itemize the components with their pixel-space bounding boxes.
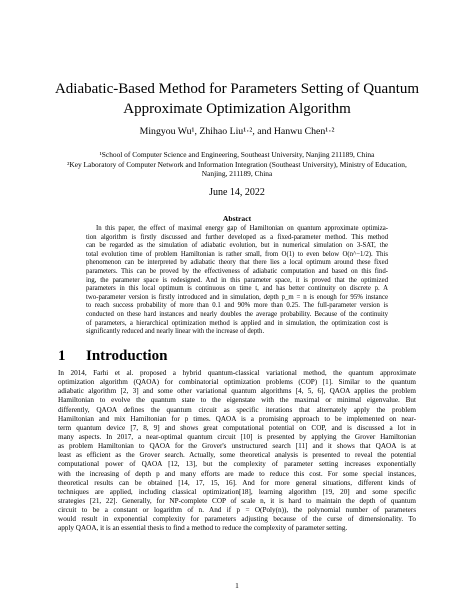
body-line: theoretical results can be obtained [14, 17, 15, 16]. And for more general situations, different kinds of [58, 478, 416, 487]
section-number: 1 [58, 348, 66, 364]
body-line: adiabatic algorithm [2, 3] and some other variational quantum algorithms [4, 5, 6], QAOA applies the problem [58, 387, 416, 396]
title-line-2: Approximate Optimization Algorithm [123, 101, 351, 117]
abstract-line: parameters in this local optimum is continuous on time t, and has better continuity on discrete p. A [86, 285, 388, 293]
body-line: least as efficient as the Grover search. Actually, some theoretical analysis is presented to reveal the potential [58, 451, 416, 460]
title-line-1: Adiabatic-Based Method for Parameters Setting of Quantum [54, 81, 420, 97]
abstract-line: significantly reduced and nearly linear with the increase of depth. [86, 328, 265, 336]
body-line: differently, QAOA defines the quantum circuit as specific iterations that alternately apply the problem [58, 405, 416, 414]
body-line: optimization algorithm (QAOA) for combinatorial optimization problems (COP) [1]. Similar to the quantum [58, 378, 416, 387]
abstract-heading: Abstract [222, 214, 252, 223]
page-number: 1 [235, 581, 239, 590]
author-list: Mingyou Wu¹, Zhihao Liu¹·², and Hanwu Chen¹·² [139, 126, 335, 137]
abstract-line: of parameters, a hierarchical optimization method is applied and in simulation, the optimization cost is [86, 319, 388, 327]
abstract-line: ing, the parameter space is redesigned. And in this parameter space, it is proved that the optimized [86, 276, 388, 284]
body-line: would result in exponential complexity for parameters adjusting because of the curse of dimensionality. To [58, 515, 416, 524]
affiliation-2: ²Key Laboratory of Computer Network and Information Integration (Southeast University), Ministry of Education, [67, 159, 407, 169]
publication-date: June 14, 2022 [209, 187, 265, 198]
body-line: many aspects. In 2017, a near-optimal quantum circuit [10] is presented by applying the Grover Hamiltonian [58, 432, 416, 441]
body-line: as problem Hamiltonian to QAOA for the Grover's unstructured search [11] and it shows that QAOA is at [58, 442, 416, 451]
body-line: strategies [21, 22]. Generally, for NP-complete COP of scale n, it is hard to maintain the depth of quantum [58, 496, 416, 505]
body-line: term quantum device [7, 8, 9] and shows great computational potential on COP, and is discussed a lot in [58, 423, 416, 432]
introduction-text [58, 369, 416, 534]
body-line: Hamiltonian to evolve the quantum state to the eigenstate with the maximal or minimal eigenvalue. But [58, 396, 416, 405]
body-line: with the increasing of depth p and many efforts are made to reduce this cost. For some special instances, [58, 469, 416, 478]
abstract-text [86, 225, 388, 337]
abstract-line: tion algorithm is firstly discussed and further developed as a fixed-parameter method. This method [86, 233, 388, 241]
body-line: apply QAOA, it is an essential thesis to find a method to reduce the complexity of parameter setting. [58, 524, 348, 533]
affiliation-1: ¹School of Computer Science and Engineering, Southeast University, Nanjing 211189, China [99, 150, 375, 159]
abstract-line: phenomenon can be interpreted by adiabatic theory that there lies a local optimum around these fixed [86, 259, 388, 267]
body-line: techniques are applied, including classical optimization[18], learning algorithm [19, 20] and some specific [58, 487, 416, 496]
paper-title [40, 79, 434, 119]
abstract-line: total evolution time of problem Hamiltonian is rather small, from O(1) to even below O(n^−1/2). This [86, 250, 388, 258]
affiliation-2-cont: Nanjing, 211189, China [201, 169, 273, 179]
abstract-line: two-parameter version is firstly introduced and in simulation, depth p_m = n is enough for 95% instance [86, 293, 388, 301]
body-line: Hamiltonian and mix Hamiltonian for p times. QAOA is a promising approach to be implemented on near- [58, 414, 416, 423]
section-heading-introduction [58, 347, 167, 365]
section-title: Introduction [86, 348, 168, 364]
abstract-line: In this paper, the effect of maximal energy gap of Hamiltonian on quantum approximate optimiza- [96, 225, 388, 232]
body-line: In 2014, Farhi et al. proposed a hybrid quantum-classical variational method, the quantum approximate [58, 369, 416, 377]
body-line: circuit to be a constant or logarithm of n. And if p = O(Poly(n)), the polynomial number of parameters [58, 506, 416, 515]
abstract-line: conducted on these hard instances and nearly doubles the average probability. Because of the continuity [86, 310, 388, 318]
abstract-line: parameters. This can be proved by the effectiveness of adiabatic computation and based on this find- [86, 267, 388, 275]
abstract-line: can be regarded as the simulation of adiabatic evolution, but in numerical simulation on 3-SAT, the [86, 242, 388, 250]
abstract-line: to reach success probability of more than 0.1 and 90% more than 0.25. The full-parameter version is [86, 302, 388, 310]
body-line: computational power of QAOA [12, 13], but the complexity of parameter setting increases exponentially [58, 460, 416, 469]
affiliations [40, 150, 434, 179]
